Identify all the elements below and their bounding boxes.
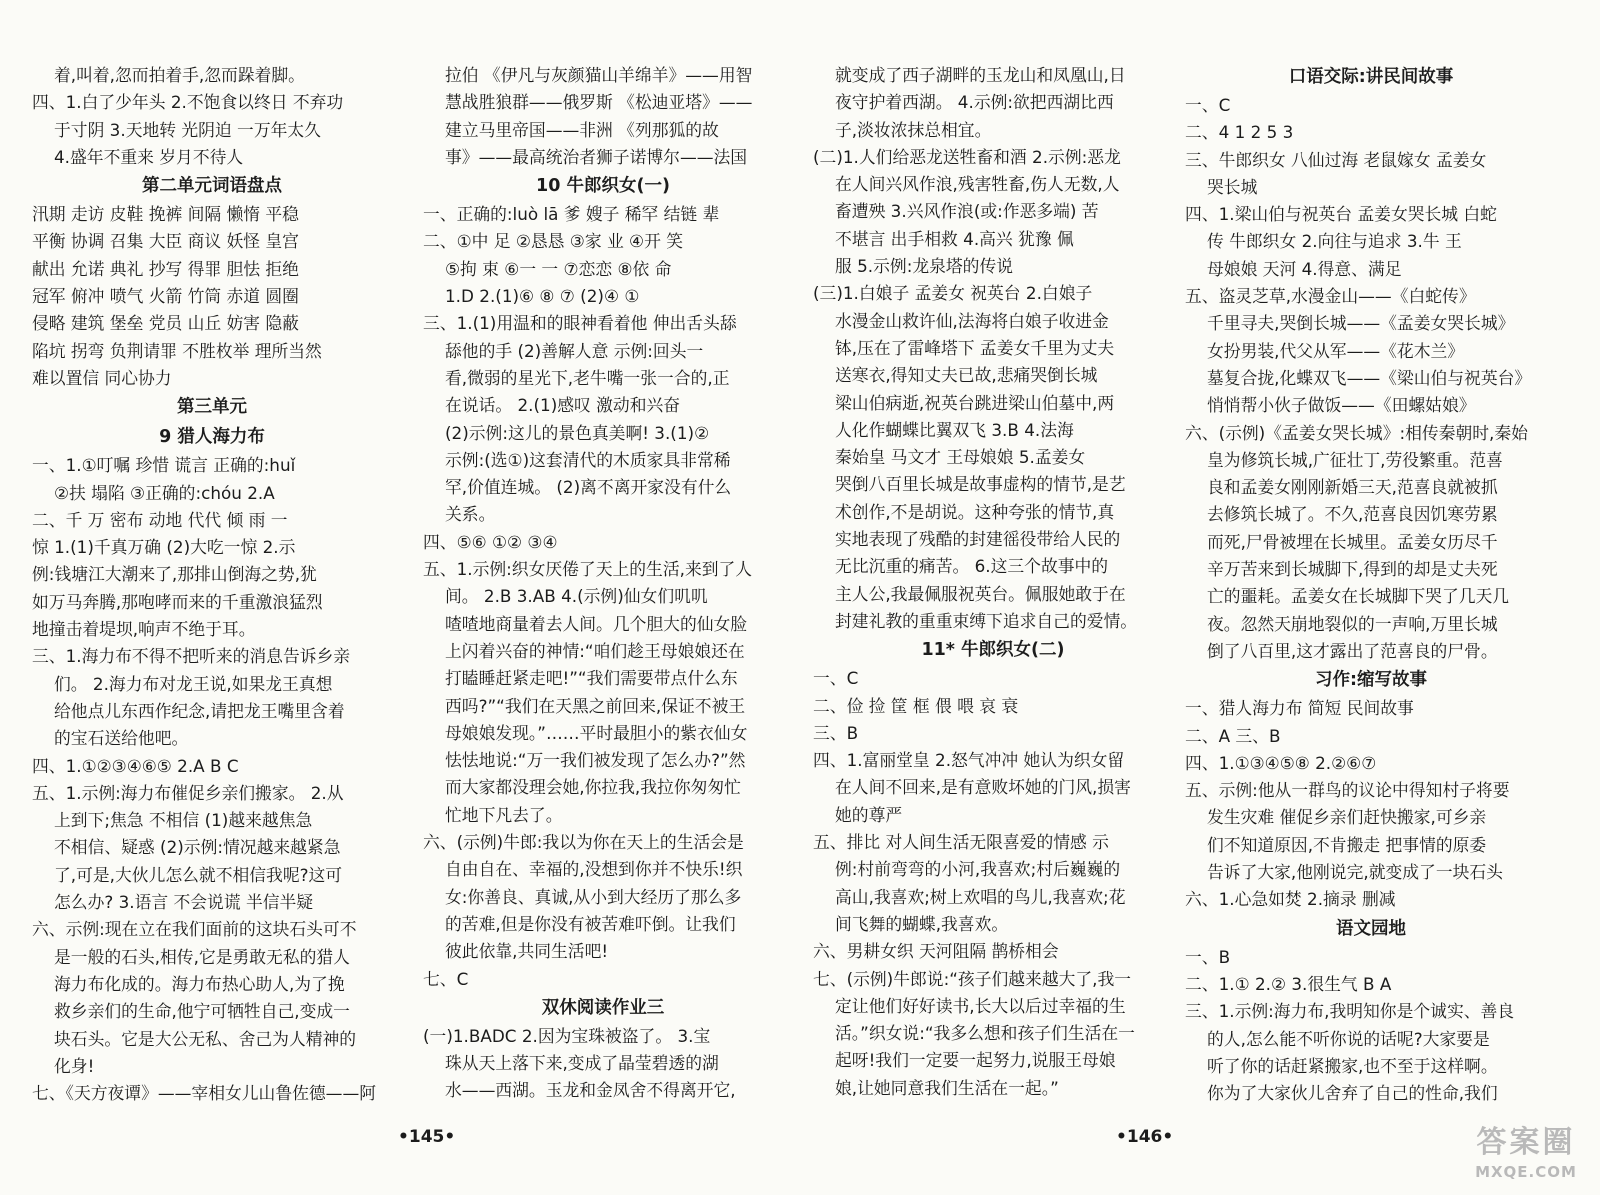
text-line: 海力布化成的。海力布热心助人,为了挽 bbox=[54, 973, 345, 994]
section-heading: 第二单元词语盘点 bbox=[142, 176, 282, 197]
watermark-url: MXQE.COM bbox=[1475, 1163, 1577, 1181]
text-line: 舔他的手 (2)善解人意 示例:回头一 bbox=[445, 340, 704, 361]
text-line: 在人间兴风作浪,残害牲畜,伤人无数,人 bbox=[835, 174, 1120, 195]
text-line: 四、1.①③④⑤⑧ 2.②⑥⑦ bbox=[1185, 752, 1377, 773]
text-line: 珠从天上落下来,变成了晶莹碧透的湖 bbox=[445, 1053, 719, 1074]
text-line: 化身! bbox=[54, 1055, 95, 1076]
text-line: 侵略 建筑 堡垒 党员 山丘 妨害 隐蔽 bbox=[32, 313, 299, 334]
text-line: 是一般的石头,相传,它是勇敢无私的猎人 bbox=[54, 946, 350, 967]
text-line: 人化作蝴蝶比翼双飞 3.B 4.法海 bbox=[835, 419, 1074, 440]
text-line: 子,淡妆浓抹总相宜。 bbox=[835, 119, 992, 140]
text-line: 梁山伯病逝,祝英台跳进梁山伯墓中,两 bbox=[835, 392, 1115, 413]
text-line: 四、1.白了少年头 2.不饱食以终日 不弃功 bbox=[32, 92, 344, 113]
text-line: 娘,让她同意我们生活在一起。” bbox=[835, 1077, 1059, 1098]
text-line: 无比沉重的痛苦。 6.这三个故事中的 bbox=[835, 556, 1109, 577]
text-column-1 bbox=[32, 62, 392, 1107]
text-line: 平衡 协调 召集 大臣 商议 妖怪 皇宫 bbox=[32, 231, 299, 252]
text-line: 女:你善良、真诚,从小到大经历了那么多 bbox=[445, 886, 742, 907]
text-line: 四、1.①②③④⑥⑤ 2.A B C bbox=[32, 755, 239, 776]
text-line: 如万马奔腾,那咆哮而来的千重激浪猛烈 bbox=[32, 591, 323, 612]
text-line: 水——西湖。玉龙和金凤舍不得离开它, bbox=[445, 1080, 736, 1101]
text-line: 陷坑 拐弯 负荆请罪 不胜枚举 理所当然 bbox=[32, 340, 322, 361]
text-line: 你为了大家伙儿舍弃了自己的性命,我们 bbox=[1207, 1083, 1498, 1104]
text-line: 而死,尸骨被埋在长城里。孟姜女历尽千 bbox=[1207, 531, 1498, 552]
text-line: 水漫金山救许仙,法海将白娘子收进金 bbox=[835, 310, 1109, 331]
text-line: 1.D 2.(1)⑥ ⑧ ⑦ (2)④ ① bbox=[445, 286, 640, 307]
text-line: 秦始皇 马文才 王母娘娘 5.孟姜女 bbox=[835, 447, 1086, 468]
text-line: 二、1.① 2.② 3.很生气 B A bbox=[1185, 973, 1392, 994]
text-line: 了,可是,大伙儿怎么就不相信我呢?这可 bbox=[54, 864, 343, 885]
text-line: 怎么办? 3.语言 不会说谎 半信半疑 bbox=[54, 892, 314, 913]
text-line: 建立马里帝国——非洲 《列那狐的故 bbox=[445, 119, 719, 140]
text-line: 二、千 万 密布 动地 代代 倾 雨 一 bbox=[32, 509, 288, 530]
text-line: 三、牛郎织女 八仙过海 老鼠嫁女 孟姜女 bbox=[1185, 149, 1487, 170]
text-line: 母娘娘 天河 4.得意、满足 bbox=[1207, 258, 1402, 279]
text-line: 二、俭 捡 筐 框 偎 喂 哀 衰 bbox=[813, 695, 1019, 716]
text-line: 例:钱塘江大潮来了,那排山倒海之势,犹 bbox=[32, 564, 317, 585]
text-line: 而大家都没理会她,你拉我,我拉你匆匆忙 bbox=[445, 777, 741, 798]
text-line: 三、1.海力布不得不把听来的消息告诉乡亲 bbox=[32, 646, 351, 667]
text-line: 例:村前弯弯的小河,我喜欢;村后巍巍的 bbox=[835, 859, 1121, 880]
text-line: 惊 1.(1)千真万确 (2)大吃一惊 2.示 bbox=[32, 537, 296, 558]
text-line: 六、(示例)牛郎:我以为你在天上的生活会是 bbox=[423, 832, 744, 853]
text-line: 四、1.富丽堂皇 2.怒气冲冲 她认为织女留 bbox=[813, 750, 1125, 771]
text-line: 忙地下凡去了。 bbox=[445, 804, 563, 825]
text-line: 冠军 俯冲 喷气 火箭 竹筒 赤道 圆圈 bbox=[32, 286, 299, 307]
text-line: 着,叫着,忽而拍着手,忽而跺着脚。 bbox=[54, 65, 305, 85]
text-line: 告诉了大家,他刚说完,就变成了一块石头 bbox=[1207, 862, 1503, 883]
text-line: 活。”织女说:“我多么想和孩子们生活在一 bbox=[835, 1023, 1135, 1044]
text-column-2 bbox=[423, 62, 783, 1105]
text-line: 喳喳地商量着去人间。几个胆大的仙女脸 bbox=[445, 613, 748, 634]
text-line: 七、《天方夜谭》——宰相女儿山鲁佐德——阿 bbox=[32, 1083, 377, 1104]
text-line: 打瞌睡赶紧走吧!”“我们需要带点什么东 bbox=[445, 668, 738, 689]
text-line: 二、①中 足 ②恳恳 ③家 业 ④开 笑 bbox=[423, 231, 683, 252]
text-line: 于寸阴 3.天地转 光阴迫 一万年太久 bbox=[54, 119, 321, 140]
text-line: 二、4 1 2 5 3 bbox=[1185, 122, 1294, 143]
text-line: 给他点儿东西作纪念,请把龙王嘴里含着 bbox=[54, 700, 345, 721]
text-line: 上闪着兴奋的神情:“咱们趁王母娘娘还在 bbox=[445, 640, 745, 661]
text-line: 哭倒八百里长城是故事虚构的情节,是艺 bbox=[835, 474, 1126, 495]
text-line: 良和孟姜女刚刚新婚三天,范喜良就被抓 bbox=[1207, 477, 1498, 498]
text-line: 就变成了西子湖畔的玉龙山和凤凰山,日 bbox=[835, 65, 1126, 85]
section-heading: 10 牛郎织女(一) bbox=[536, 176, 670, 197]
text-line: 实地表现了残酷的封建徭役带给人民的 bbox=[835, 529, 1121, 550]
text-line: 墓复合拢,化蝶双飞——《梁山伯与祝英台》 bbox=[1207, 367, 1532, 388]
text-line: 哭长城 bbox=[1207, 176, 1258, 197]
text-line: 定让他们好好读书,长大以后过幸福的生 bbox=[835, 995, 1126, 1016]
text-line: 地撞击着堤坝,响声不绝于耳。 bbox=[32, 619, 256, 640]
text-line: 六、男耕女织 天河阻隔 鹊桥相会 bbox=[813, 941, 1059, 962]
text-line: 关系。 bbox=[445, 504, 496, 525]
text-line: 畜遭殃 3.兴风作浪(或:作恶多端) 苦 bbox=[835, 201, 1099, 222]
text-line: 夜。忽然天崩地裂似的一声响,万里长城 bbox=[1207, 613, 1498, 634]
text-line: 间飞舞的蝴蝶,我喜欢。 bbox=[835, 913, 1009, 934]
text-line: 在人间不回来,是有意败坏她的门风,损害 bbox=[835, 777, 1131, 798]
text-line: 术创作,不是胡说。这种夸张的情节,真 bbox=[835, 501, 1115, 522]
text-line: 的宝石送给他吧。 bbox=[54, 728, 189, 749]
text-line: 五、1.示例:织女厌倦了天上的生活,来到了人 bbox=[423, 559, 753, 580]
text-line: 夜守护着西湖。 4.示例:欲把西湖比西 bbox=[835, 92, 1114, 113]
section-heading: 第三单元 bbox=[177, 397, 247, 418]
text-line: 一、C bbox=[1185, 95, 1231, 115]
section-heading: 习作:缩写故事 bbox=[1315, 670, 1427, 691]
text-line: 4.盛年不重来 岁月不待人 bbox=[54, 146, 244, 167]
text-line: 块石头。它是大公无私、舍己为人精神的 bbox=[54, 1028, 357, 1049]
text-line: 一、猎人海力布 简短 民间故事 bbox=[1185, 698, 1414, 719]
text-column-4 bbox=[1185, 62, 1557, 1107]
text-line: 不相信、疑惑 (2)示例:情况越来越紧急 bbox=[54, 837, 341, 858]
text-line: 在说话。 2.(1)感叹 激动和兴奋 bbox=[445, 395, 681, 416]
text-line: 救乡亲们的生命,他宁可牺牲自己,变成一 bbox=[54, 1001, 350, 1022]
text-line: 彼此依靠,共同生活吧! bbox=[445, 941, 609, 962]
text-line: ⑤拘 束 ⑥一 一 ⑦恋恋 ⑧依 命 bbox=[445, 258, 672, 279]
text-line: 六、1.心急如焚 2.摘录 删减 bbox=[1185, 889, 1396, 910]
section-heading: 双休阅读作业三 bbox=[541, 997, 665, 1018]
text-line: 三、B bbox=[813, 722, 859, 743]
text-line: 听了你的话赶紧搬家,也不至于这样啊。 bbox=[1207, 1055, 1498, 1076]
text-line: 皇为修筑长城,广征壮丁,劳役繁重。范喜 bbox=[1207, 449, 1503, 470]
text-line: 传 牛郎织女 2.向往与追求 3.牛 王 bbox=[1207, 231, 1462, 252]
text-line: 怯怯地说:“万一我们被发现了怎么办?”然 bbox=[445, 750, 746, 771]
text-line: 起呀!我们一定要一起努力,说服王母娘 bbox=[835, 1050, 1116, 1071]
text-line: 献出 允诺 典礼 抄写 得罪 胆怯 拒绝 bbox=[32, 258, 299, 279]
text-line: 她的尊严 bbox=[835, 804, 903, 825]
text-line: 不堪言 出手相救 4.高兴 犹豫 佩 bbox=[835, 228, 1074, 249]
text-line: 们不知道原因,不肯搬走 把事情的原委 bbox=[1207, 834, 1487, 855]
text-line: 一、正确的:luò lā 爹 嫂子 稀罕 结链 辈 bbox=[423, 204, 720, 225]
text-line: 事》——最高统治者狮子诺博尔——法国 bbox=[445, 146, 748, 167]
text-line: 的苦难,但是你没有被苦难吓倒。让我们 bbox=[445, 913, 736, 934]
text-line: 拉伯 《伊凡与灰颜猫山羊绵羊》——用智 bbox=[445, 65, 753, 85]
text-line: 三、1.(1)用温和的眼神看着他 伸出舌头舔 bbox=[423, 313, 737, 334]
text-line: 封建礼教的重重束缚下追求自己的爱情。 bbox=[835, 610, 1138, 631]
text-line: 女扮男装,代父从军——《花木兰》 bbox=[1207, 340, 1465, 361]
text-line: 自由自在、幸福的,没想到你并不快乐!织 bbox=[445, 859, 743, 880]
text-line: 慧战胜狼群——俄罗斯 《松迪亚塔》—— bbox=[445, 92, 753, 113]
text-line: (2)示例:这儿的景色真美啊! 3.(1)② bbox=[445, 422, 710, 443]
text-line: ②扶 塌陷 ③正确的:chóu 2.A bbox=[54, 482, 275, 503]
watermark-title: 答案圈 bbox=[1476, 1125, 1576, 1160]
text-line: 去修筑长城了。不久,范喜良因饥寒劳累 bbox=[1207, 504, 1498, 525]
text-line: 西吗?”“我们在天黑之前回来,保证不被王 bbox=[445, 695, 746, 716]
text-line: 七、C bbox=[423, 968, 469, 989]
text-line: (二)1.人们给恶龙送牲畜和酒 2.示例:恶龙 bbox=[813, 146, 1121, 167]
text-line: 看,微弱的星光下,老牛嘴一张一合的,正 bbox=[445, 367, 730, 388]
text-line: 六、示例:现在立在我们面前的这块石头可不 bbox=[32, 919, 357, 940]
page-number-right: •146• bbox=[1116, 1127, 1174, 1147]
text-line: 六、(示例)《孟姜女哭长城》:相传秦朝时,秦始 bbox=[1185, 422, 1528, 443]
text-column-3 bbox=[813, 62, 1173, 1102]
section-heading: 9 猎人海力布 bbox=[159, 427, 265, 448]
text-line: 送寒衣,得知丈夫已故,悲痛哭倒长城 bbox=[835, 365, 1098, 386]
text-line: 五、示例:他从一群鸟的议论中得知村子将要 bbox=[1185, 780, 1510, 801]
text-line: 高山,我喜欢;树上欢唱的鸟儿,我喜欢;花 bbox=[835, 886, 1126, 907]
section-heading: 语文园地 bbox=[1336, 918, 1406, 939]
text-line: 五、盗灵芝草,水漫金山——《白蛇传》 bbox=[1185, 286, 1476, 307]
text-line: 主人公,我最佩服祝英台。佩服她敢于在 bbox=[835, 583, 1126, 604]
text-line: 悄悄帮小伙子做饭——《田螺姑娘》 bbox=[1207, 395, 1476, 416]
text-line: 服 5.示例:龙泉塔的传说 bbox=[835, 256, 1014, 277]
watermark-logo bbox=[1462, 1124, 1590, 1190]
text-line: 亡的噩耗。孟姜女在长城脚下哭了几天几 bbox=[1207, 586, 1510, 607]
text-line: 一、C bbox=[813, 668, 859, 689]
text-line: 的人,怎么能不听你说的话呢?大家要是 bbox=[1207, 1028, 1490, 1049]
section-heading: 11* 牛郎织女(二) bbox=[921, 640, 1065, 661]
text-line: 上到下;焦急 不相信 (1)越来越焦急 bbox=[54, 810, 313, 831]
text-line: 倒了八百里,这才露出了范喜良的尸骨。 bbox=[1207, 640, 1498, 661]
text-line: 七、(示例)牛郎说:“孩子们越来越大了,我一 bbox=[813, 968, 1132, 989]
text-line: 难以置信 同心协力 bbox=[32, 367, 172, 388]
text-line: 四、⑤⑥ ①② ③④ bbox=[423, 531, 558, 552]
text-line: 二、A 三、B bbox=[1185, 725, 1281, 746]
text-line: 一、B bbox=[1185, 946, 1231, 967]
text-line: 母娘娘发现。”……平时最胆小的紫衣仙女 bbox=[445, 722, 748, 743]
text-line: 们。 2.海力布对龙王说,如果龙王真想 bbox=[54, 673, 333, 694]
text-line: 辛万苦来到长城脚下,得到的却是丈夫死 bbox=[1207, 559, 1498, 580]
text-line: 一、1.①叮嘱 珍惜 谎言 正确的:huǐ bbox=[32, 455, 296, 476]
text-line: 三、1.示例:海力布,我明知你是个诚实、善良 bbox=[1185, 1001, 1515, 1022]
page-number-left: •145• bbox=[398, 1127, 456, 1147]
text-line: 发生灾难 催促乡亲们赶快搬家,可乡亲 bbox=[1207, 807, 1487, 828]
text-line: 钵,压在了雷峰塔下 孟姜女千里为丈夫 bbox=[835, 337, 1115, 358]
text-line: 汛期 走访 皮鞋 挽裤 间隔 懒惰 平稳 bbox=[32, 204, 299, 225]
text-line: (一)1.BADC 2.因为宝珠被盗了。 3.宝 bbox=[423, 1025, 711, 1046]
text-line: 五、排比 对人间生活无限喜爱的情感 示 bbox=[813, 832, 1109, 853]
text-line: 五、1.示例:海力布催促乡亲们搬家。 2.从 bbox=[32, 782, 344, 803]
text-line: 四、1.梁山伯与祝英台 孟姜女哭长城 白蛇 bbox=[1185, 204, 1497, 225]
text-line: 罕,价值连城。 (2)离不离开家没有什么 bbox=[445, 477, 732, 498]
text-line: 示例:(选①)这套清代的木质家具非常稀 bbox=[445, 449, 731, 470]
text-line: 间。 2.B 3.AB 4.(示例)仙女们叽叽 bbox=[445, 586, 708, 607]
text-line: (三)1.白娘子 孟姜女 祝英台 2.白娘子 bbox=[813, 283, 1093, 304]
section-heading: 口语交际:讲民间故事 bbox=[1288, 67, 1454, 87]
text-line: 千里寻夫,哭倒长城——《孟姜女哭长城》 bbox=[1207, 313, 1515, 334]
